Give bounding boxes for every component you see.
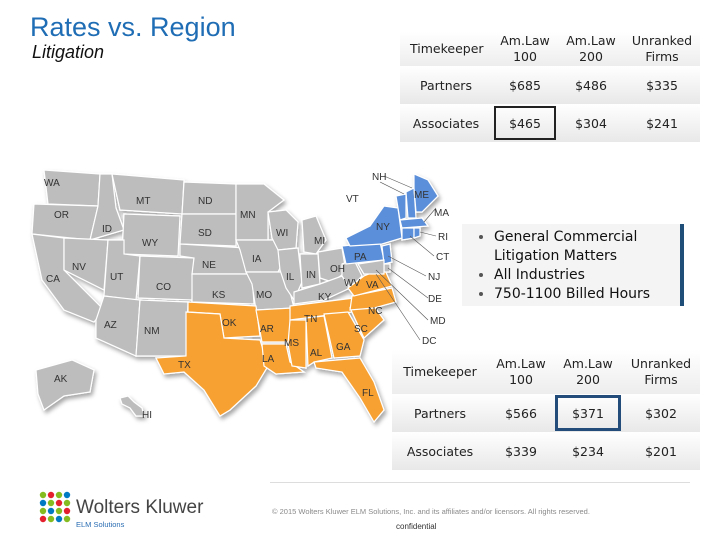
row-label: Associates xyxy=(412,115,480,131)
header-timekeeper: Timekeeper xyxy=(403,364,477,379)
map-label-mi: MI xyxy=(314,236,326,247)
map-label-ms: MS xyxy=(284,338,299,349)
criteria-list-box xyxy=(462,224,684,306)
row-label: Partners xyxy=(420,77,472,93)
table-cell: $304 xyxy=(575,115,607,131)
map-label-tn: TN xyxy=(304,314,318,325)
map-label-il: IL xyxy=(286,272,295,283)
map-label-tx: TX xyxy=(178,360,191,371)
wolters-kluwer-logo-icon xyxy=(38,490,72,524)
map-label-nv: NV xyxy=(72,262,86,273)
state-hi xyxy=(120,396,144,416)
header-amlaw100: Am.Law 100 xyxy=(500,33,550,64)
map-label-ks: KS xyxy=(212,290,226,301)
map-label-va: VA xyxy=(366,280,379,291)
map-label-ut: UT xyxy=(110,272,124,283)
table-cell: $685 xyxy=(509,77,541,93)
page-subtitle: Litigation xyxy=(32,42,105,62)
map-label-hi: HI xyxy=(142,410,152,421)
map-label-dc: DC xyxy=(422,336,437,347)
state-ny xyxy=(346,206,402,246)
header-unranked: Unranked Firms xyxy=(630,356,692,387)
map-label-de: DE xyxy=(428,294,442,305)
map-label-ne: NE xyxy=(202,260,216,271)
map-label-mn: MN xyxy=(240,210,256,221)
state-ak xyxy=(36,360,94,410)
table-cell: $302 xyxy=(645,405,677,421)
page-title: Rates vs. Region xyxy=(30,12,236,42)
state-co xyxy=(138,256,194,300)
table-cell: $566 xyxy=(505,405,537,421)
state-ma xyxy=(400,218,428,228)
table-cell: $241 xyxy=(646,115,678,131)
table-row xyxy=(392,394,700,432)
map-label-al: AL xyxy=(310,348,323,359)
map-label-ri: RI xyxy=(438,232,448,243)
criteria-item: • 750-1100 Billed Hours xyxy=(494,285,674,304)
map-label-nc: NC xyxy=(368,306,383,317)
map-label-me: ME xyxy=(414,190,429,201)
map-label-nj: NJ xyxy=(428,272,441,283)
map-label-nh: NH xyxy=(372,172,387,183)
map-label-or: OR xyxy=(54,210,69,221)
state-az xyxy=(96,296,140,356)
map-label-sd: SD xyxy=(198,228,212,239)
row-label: Partners xyxy=(414,405,466,421)
footer-divider xyxy=(270,482,690,483)
header-amlaw200: Am.Law 200 xyxy=(563,356,613,387)
map-label-nd: ND xyxy=(198,196,213,207)
table-header-row xyxy=(400,32,700,66)
map-label-fl: FL xyxy=(362,388,374,399)
map-label-ak: AK xyxy=(54,374,68,385)
map-label-la: LA xyxy=(262,354,275,365)
map-label-ny: NY xyxy=(376,222,390,233)
map-label-ma: MA xyxy=(434,208,449,219)
map-label-wa: WA xyxy=(44,178,60,189)
map-label-md: MD xyxy=(430,316,446,327)
table-row xyxy=(392,432,700,470)
map-label-co: CO xyxy=(156,282,171,293)
state-wy xyxy=(122,214,180,256)
map-label-id: ID xyxy=(102,224,112,235)
table-cell: $486 xyxy=(575,77,607,93)
map-label-ga: GA xyxy=(336,342,351,353)
logo-subtitle: ELM Solutions xyxy=(76,520,125,529)
map-label-sc: SC xyxy=(354,324,368,335)
map-label-ar: AR xyxy=(260,324,274,335)
map-label-ky: KY xyxy=(318,292,332,303)
map-label-az: AZ xyxy=(104,320,117,331)
table-cell: $335 xyxy=(646,77,678,93)
map-label-mt: MT xyxy=(136,196,151,207)
header-timekeeper: Timekeeper xyxy=(410,41,484,56)
table-row xyxy=(400,104,700,142)
state-de xyxy=(384,264,390,272)
row-label: Associates xyxy=(406,443,474,459)
header-unranked: Unranked Firms xyxy=(631,33,693,64)
map-label-ok: OK xyxy=(222,318,237,329)
rates-table-south xyxy=(392,350,700,470)
map-label-in: IN xyxy=(306,270,316,281)
map-label-vt: VT xyxy=(346,194,359,205)
map-label-wy: WY xyxy=(142,238,159,249)
rates-table-northeast xyxy=(400,32,700,142)
state-ri xyxy=(414,228,420,238)
table-cell: $234 xyxy=(572,443,604,459)
table-cell: $339 xyxy=(505,443,537,459)
map-label-ia: IA xyxy=(252,254,262,265)
map-label-oh: OH xyxy=(330,264,345,275)
map-label-nm: NM xyxy=(144,326,160,337)
table-cell: $201 xyxy=(645,443,677,459)
map-label-wi: WI xyxy=(276,228,289,239)
highlighted-cell: $371 xyxy=(554,394,622,432)
header-amlaw100: Am.Law 100 xyxy=(496,356,546,387)
table-header-row xyxy=(392,350,700,394)
criteria-item: • General Commercial Litigation Matters xyxy=(494,228,674,266)
state-mt xyxy=(112,174,184,214)
state-mi xyxy=(302,216,326,254)
copyright-text: © 2015 Wolters Kluwer ELM Solutions, Inc. and its affiliates and/or licensors. All rights reserved. xyxy=(272,507,590,516)
logo-name: Wolters Kluwer xyxy=(76,497,204,518)
highlighted-cell: $465 xyxy=(492,104,558,142)
table-row xyxy=(400,66,700,104)
map-label-ct: CT xyxy=(436,252,450,263)
map-label-wv: WV xyxy=(344,278,361,289)
map-label-mo: MO xyxy=(256,290,273,301)
header-amlaw200: Am.Law 200 xyxy=(566,33,616,64)
map-label-pa: PA xyxy=(354,252,367,263)
map-label-ca: CA xyxy=(46,274,60,285)
confidential-label: confidential xyxy=(396,522,437,531)
criteria-item: • All Industries xyxy=(494,266,674,285)
